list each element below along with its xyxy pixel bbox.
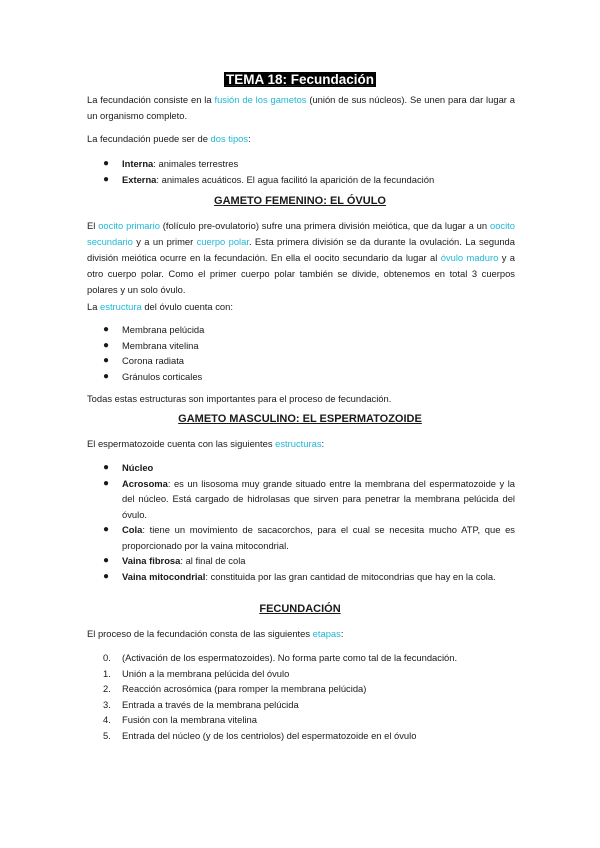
intro-paragraph <box>87 92 515 124</box>
text-run: Membrana pelúcida <box>122 324 205 335</box>
bullet-icon: ● <box>103 477 110 489</box>
text-run: : <box>321 438 325 449</box>
step-number: 0. <box>103 652 111 663</box>
text-run: La fecundación puede ser de <box>87 133 211 144</box>
list-item <box>87 728 515 744</box>
bullet-icon: ● <box>103 370 110 382</box>
list-item <box>87 476 515 523</box>
list-item <box>87 569 515 585</box>
bullet-icon: ● <box>103 158 110 169</box>
list-item <box>87 172 515 188</box>
keyword: estructura <box>100 301 142 312</box>
list-item <box>87 322 515 338</box>
text-run: Reacción acrosómica (para romper la membrana pelúcida) <box>122 683 367 694</box>
male-lead-paragraph <box>87 436 515 452</box>
list-item <box>87 460 515 476</box>
title-highlight: TEMA 18: Fecundación <box>225 72 375 87</box>
text-run: y a otro cuerpo polar. Como el primer cuerpo polar también se divide, obtenemos en total 3 cuerpos polares y un solo óvulo. <box>87 252 515 295</box>
keyword: cuerpo polar <box>196 236 249 247</box>
list-item <box>87 712 515 728</box>
term: Cola <box>122 524 143 535</box>
text-run: (unión de sus núcleos). Se unen para dar lugar a un organismo completo. <box>87 94 515 121</box>
ovule-structures-list <box>87 322 515 384</box>
text-run: : animales acuáticos. El agua facilitó la aparición de la fecundación <box>156 173 435 185</box>
bullet-icon: ● <box>103 173 110 185</box>
keyword-fusion: fusión de los gametos <box>214 94 307 105</box>
step-number: 1. <box>103 667 111 679</box>
term: Vaina fibrosa <box>122 555 181 566</box>
step-number: 5. <box>103 729 111 741</box>
text-run: : <box>340 628 344 639</box>
section-heading-female: GAMETO FEMENINO: EL ÓVULO <box>214 195 386 207</box>
text-run: Entrada a través de la membrana pelúcida <box>122 698 299 710</box>
text-run: Fusión con la membrana vitelina <box>122 714 257 725</box>
keyword: etapas <box>312 628 341 639</box>
list-item <box>87 338 515 354</box>
bullet-icon: ● <box>103 355 110 366</box>
text-run: . Esta primera división se da durante la ovulación. La segunda división meiótica ocurre en la fecundación. En ella el oocito secundario da lugar al <box>87 236 515 263</box>
text-run: : es un lisosoma muy grande situado entre la membrana del espermatozoide y la del núcleo. Está cargado de hidrolasas que sirven para penetrar la membrana pelúcida del óvulo. <box>122 477 515 520</box>
section-heading-male: GAMETO MASCULINO: EL ESPERMATOZOIDE <box>178 413 422 425</box>
step-number: 4. <box>103 714 111 725</box>
text-run: (Activación de los espermatozoides). No forma parte como tal de la fecundación. <box>122 652 458 663</box>
list-item <box>87 353 515 369</box>
closing-paragraph: Todas estas estructuras son importantes para el proceso de fecundación. <box>87 393 392 404</box>
fertilization-lead-paragraph <box>87 626 515 642</box>
text-run: La fecundación consiste en la <box>87 94 215 105</box>
text-run: : constituida por las gran cantidad de mitocondrias que hay en la cola. <box>205 570 496 582</box>
text-run: El <box>87 220 99 231</box>
bullet-icon: ● <box>103 324 110 335</box>
text-run: (folículo pre-ovulatorio) sufre una primera división meiótica, que da lugar a un <box>159 220 490 231</box>
text-run: : al final de cola <box>180 555 246 566</box>
list-item <box>87 697 515 713</box>
text-run: La <box>87 301 101 312</box>
types-paragraph <box>87 131 515 147</box>
keyword: oocito secundario <box>87 220 516 247</box>
bullet-icon: ● <box>103 339 110 351</box>
bullet-icon: ● <box>103 555 110 566</box>
text-run: del óvulo cuenta con: <box>141 301 233 312</box>
text-run: El espermatozoide cuenta con las siguientes <box>87 438 276 449</box>
text-run: Membrana vitelina <box>122 339 199 351</box>
keyword: estructuras <box>275 438 322 449</box>
term: Interna <box>122 158 154 169</box>
term: Núcleo <box>122 462 154 473</box>
text-run: Gránulos corticales <box>122 370 203 382</box>
text-run: : tiene un movimiento de sacacorchos, para el cual se necesita mucho ATP, que es proporcionado por la vaina mitocondrial. <box>122 524 515 551</box>
keyword: óvulo maduro <box>440 252 499 263</box>
list-item <box>87 369 515 385</box>
sperm-structures-list <box>87 460 515 584</box>
types-list <box>87 156 515 187</box>
bullet-icon: ● <box>103 524 110 535</box>
bullet-icon: ● <box>103 462 110 473</box>
bullet-icon: ● <box>103 570 110 582</box>
section-heading-fertilization: FECUNDACIÓN <box>259 603 341 615</box>
text-run: Corona radiata <box>122 355 185 366</box>
step-number: 3. <box>103 698 111 710</box>
list-item <box>87 666 515 682</box>
text-run: y a un primer <box>132 236 197 247</box>
text-run: Unión a la membrana pelúcida del óvulo <box>122 667 290 679</box>
female-paragraph <box>87 218 515 298</box>
term: Vaina mitocondrial <box>122 570 206 582</box>
term: Externa <box>122 173 157 185</box>
step-number: 2. <box>103 683 111 694</box>
term: Acrosoma <box>122 477 168 489</box>
text-run: : <box>248 133 251 144</box>
list-item <box>87 522 515 553</box>
keyword: oocito primario <box>98 220 160 231</box>
list-item <box>87 681 515 697</box>
structure-paragraph <box>87 299 515 315</box>
text-run: Entrada del núcleo (y de los centriolos) del espermatozoide en el óvulo <box>122 729 417 741</box>
fertilization-steps-list <box>87 650 515 743</box>
list-item <box>87 156 515 172</box>
text-run: : animales terrestres <box>153 158 239 169</box>
list-item <box>87 650 515 666</box>
text-run: El proceso de la fecundación consta de las siguientes <box>87 628 313 639</box>
page-title <box>0 72 600 87</box>
keyword-dos-tipos: dos tipos <box>210 133 249 144</box>
list-item <box>87 553 515 569</box>
